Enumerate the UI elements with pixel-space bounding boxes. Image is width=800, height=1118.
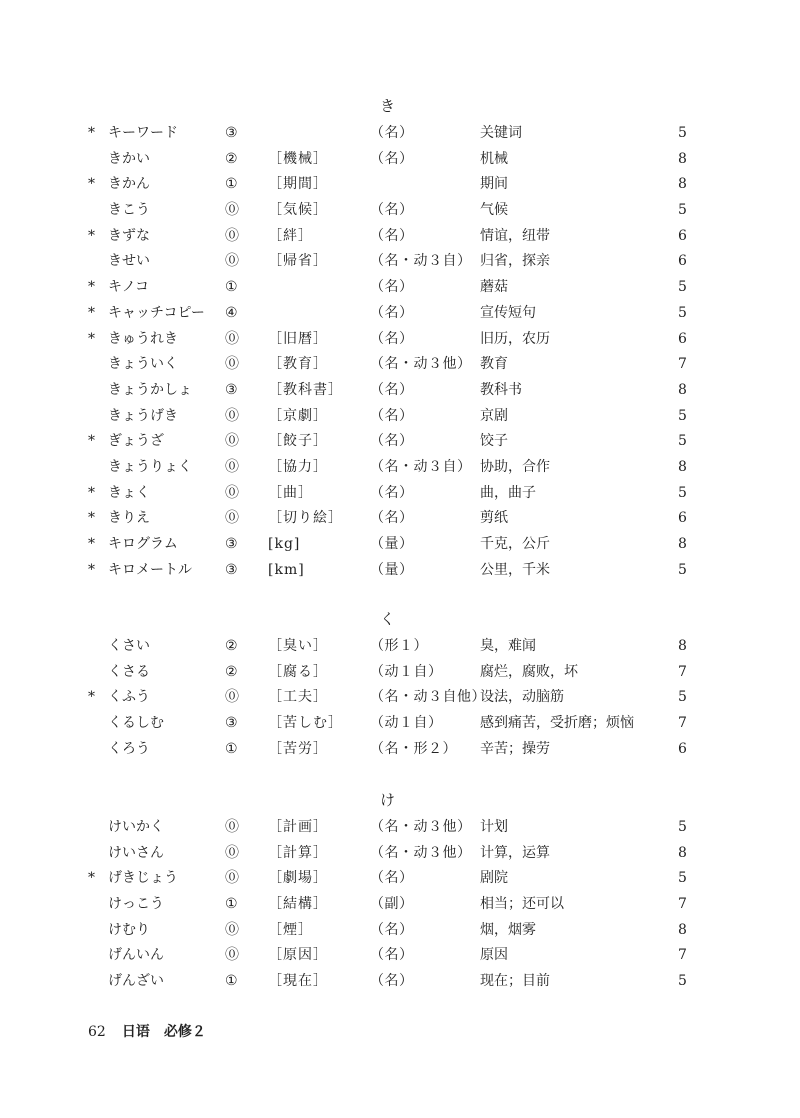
meaning: 相当；还可以 bbox=[480, 896, 564, 913]
reading: キログラム bbox=[108, 536, 178, 552]
lesson-number: 7 bbox=[678, 715, 687, 732]
accent-mark: ⓪ bbox=[225, 870, 239, 887]
vocab-list bbox=[0, 815, 800, 995]
lesson-number: 5 bbox=[678, 689, 687, 706]
part-of-speech: （形１） bbox=[370, 638, 428, 654]
kanji-form: ［煙］ bbox=[268, 921, 313, 938]
part-of-speech: （名・动３自他） bbox=[370, 689, 486, 706]
reading: けいさん bbox=[108, 844, 164, 861]
accent-mark: ① bbox=[225, 176, 238, 193]
reading: けむり bbox=[108, 921, 150, 938]
accent-mark: ⓪ bbox=[225, 253, 239, 270]
part-of-speech: （名・动３他） bbox=[370, 844, 472, 861]
accent-mark: ⓪ bbox=[225, 330, 239, 347]
meaning: 气候 bbox=[480, 202, 508, 219]
vocab-entry bbox=[0, 969, 800, 995]
vocab-entry bbox=[0, 455, 800, 481]
lesson-number: 6 bbox=[678, 330, 687, 347]
meaning: 情谊，纽带 bbox=[480, 227, 550, 244]
vocab-entry bbox=[0, 634, 800, 660]
accent-mark: ⓪ bbox=[225, 844, 239, 861]
kanji-form: ［機械］ bbox=[268, 150, 328, 167]
accent-mark: ⓪ bbox=[225, 947, 239, 964]
accent-mark: ⓪ bbox=[225, 484, 239, 501]
meaning: 计算，运算 bbox=[480, 844, 550, 861]
accent-mark: ③ bbox=[225, 125, 238, 141]
part-of-speech: （名） bbox=[370, 125, 414, 141]
reading: きかん bbox=[108, 176, 150, 193]
part-of-speech: （名） bbox=[370, 407, 414, 424]
part-of-speech: （名・动３他） bbox=[370, 819, 472, 835]
meaning: 现在；目前 bbox=[480, 973, 550, 990]
reading: くさる bbox=[108, 663, 150, 680]
vocab-entry bbox=[0, 506, 800, 532]
accent-mark: ⓪ bbox=[225, 407, 239, 424]
new-word-marker: * bbox=[88, 176, 95, 193]
kanji-form: ［帰省］ bbox=[268, 253, 328, 270]
part-of-speech: （名） bbox=[370, 433, 414, 450]
part-of-speech: （动１自） bbox=[370, 715, 443, 732]
reading: きょうかしょ bbox=[108, 381, 192, 398]
lesson-number: 5 bbox=[678, 484, 687, 501]
accent-mark: ⓪ bbox=[225, 202, 239, 219]
accent-mark: ② bbox=[225, 150, 238, 167]
reading: きゅうれき bbox=[108, 330, 178, 347]
meaning: 教科书 bbox=[480, 381, 522, 398]
kanji-form: ［京劇］ bbox=[268, 407, 328, 424]
reading: くさい bbox=[108, 638, 150, 654]
reading: キノコ bbox=[108, 279, 150, 296]
vocab-entry bbox=[0, 249, 800, 275]
vocab-entry bbox=[0, 943, 800, 969]
meaning: 关键词 bbox=[480, 125, 522, 141]
vocab-entry bbox=[0, 532, 800, 558]
lesson-number: 8 bbox=[678, 150, 687, 167]
reading: きこう bbox=[108, 202, 150, 219]
part-of-speech: （名） bbox=[370, 870, 414, 887]
reading: きょうりょく bbox=[108, 458, 192, 475]
new-word-marker: * bbox=[88, 689, 95, 706]
accent-mark: ④ bbox=[225, 304, 238, 321]
part-of-speech: （名） bbox=[370, 227, 414, 244]
meaning: 教育 bbox=[480, 356, 508, 373]
reading: キャッチコピー bbox=[108, 304, 205, 321]
vocab-entry bbox=[0, 918, 800, 944]
meaning: 剪纸 bbox=[480, 510, 508, 527]
new-word-marker: * bbox=[88, 510, 95, 527]
reading: げんいん bbox=[108, 947, 164, 964]
lesson-number: 8 bbox=[678, 638, 687, 654]
lesson-number: 7 bbox=[678, 663, 687, 680]
reading: キロメートル bbox=[108, 561, 192, 578]
meaning: 曲，曲子 bbox=[480, 484, 536, 501]
lesson-number: 5 bbox=[678, 202, 687, 219]
reading: ぎょうざ bbox=[108, 433, 164, 450]
meaning: 京剧 bbox=[480, 407, 508, 424]
meaning: 饺子 bbox=[480, 433, 508, 450]
vocab-entry bbox=[0, 301, 800, 327]
vocab-entry bbox=[0, 172, 800, 198]
accent-mark: ⓪ bbox=[225, 458, 239, 475]
kanji-form: ［工夫］ bbox=[268, 689, 328, 706]
new-word-marker: * bbox=[88, 279, 95, 296]
reading: げきじょう bbox=[108, 870, 178, 887]
reading: くふう bbox=[108, 689, 150, 706]
accent-mark: ① bbox=[225, 896, 238, 913]
kanji-form: ［臭い］ bbox=[268, 638, 328, 654]
vocab-entry bbox=[0, 711, 800, 737]
part-of-speech: （名・动３自） bbox=[370, 253, 472, 270]
meaning: 蘑菇 bbox=[480, 279, 508, 296]
part-of-speech: （名） bbox=[370, 973, 414, 990]
kanji-form: ［苦しむ］ bbox=[268, 715, 343, 732]
kanji-form: [km] bbox=[268, 561, 305, 578]
lesson-number: 6 bbox=[678, 227, 687, 244]
accent-mark: ② bbox=[225, 638, 238, 654]
reading: きょく bbox=[108, 484, 150, 501]
meaning: 原因 bbox=[480, 947, 508, 964]
kanji-form: ［期間］ bbox=[268, 176, 328, 193]
part-of-speech: （名） bbox=[370, 150, 414, 167]
vocab-entry bbox=[0, 327, 800, 353]
kanji-form: ［旧暦］ bbox=[268, 330, 328, 347]
meaning: 协助，合作 bbox=[480, 458, 550, 475]
page-footer bbox=[88, 1022, 206, 1042]
part-of-speech: （名） bbox=[370, 330, 414, 347]
lesson-number: 8 bbox=[678, 921, 687, 938]
section-heading: け bbox=[380, 791, 396, 809]
page-number: 62 bbox=[88, 1024, 106, 1040]
accent-mark: ⓪ bbox=[225, 510, 239, 527]
vocab-entry bbox=[0, 198, 800, 224]
meaning: 感到痛苦，受折磨；烦恼 bbox=[480, 715, 634, 732]
vocab-entry bbox=[0, 660, 800, 686]
new-word-marker: * bbox=[88, 561, 95, 578]
new-word-marker: * bbox=[88, 125, 95, 141]
reading: くろう bbox=[108, 740, 150, 757]
accent-mark: ① bbox=[225, 279, 238, 296]
reading: きずな bbox=[108, 227, 150, 244]
accent-mark: ⓪ bbox=[225, 356, 239, 373]
kanji-form: ［曲］ bbox=[268, 484, 313, 501]
meaning: 计划 bbox=[480, 819, 508, 835]
reading: げんざい bbox=[108, 973, 164, 990]
lesson-number: 8 bbox=[678, 844, 687, 861]
vocab-entry bbox=[0, 429, 800, 455]
lesson-number: 5 bbox=[678, 819, 687, 835]
section-heading: き bbox=[380, 97, 396, 115]
accent-mark: ① bbox=[225, 973, 238, 990]
kanji-form: ［現在］ bbox=[268, 973, 328, 990]
kanji-form: ［苦労］ bbox=[268, 740, 328, 757]
kanji-form: ［結構］ bbox=[268, 896, 328, 913]
vocab-entry bbox=[0, 404, 800, 430]
lesson-number: 6 bbox=[678, 740, 687, 757]
kanji-form: ［協力］ bbox=[268, 458, 328, 475]
vocab-entry bbox=[0, 892, 800, 918]
reading: きせい bbox=[108, 253, 150, 270]
vocab-entry bbox=[0, 275, 800, 301]
vocab-entry bbox=[0, 224, 800, 250]
reading: くるしむ bbox=[108, 715, 164, 732]
new-word-marker: * bbox=[88, 433, 95, 450]
vocab-entry bbox=[0, 737, 800, 763]
vocab-entry bbox=[0, 558, 800, 584]
accent-mark: ③ bbox=[225, 715, 238, 732]
kanji-form: ［教科書］ bbox=[268, 381, 343, 398]
vocab-entry bbox=[0, 841, 800, 867]
meaning: 机械 bbox=[480, 150, 508, 167]
part-of-speech: （量） bbox=[370, 536, 414, 552]
meaning: 千克，公斤 bbox=[480, 536, 550, 552]
lesson-number: 5 bbox=[678, 870, 687, 887]
kanji-form: ［餃子］ bbox=[268, 433, 328, 450]
meaning: 腐烂，腐败，坏 bbox=[480, 663, 578, 680]
accent-mark: ② bbox=[225, 663, 238, 680]
kanji-form: ［計画］ bbox=[268, 819, 328, 835]
kanji-form: ［気候］ bbox=[268, 202, 328, 219]
accent-mark: ⓪ bbox=[225, 921, 239, 938]
lesson-number: 5 bbox=[678, 407, 687, 424]
part-of-speech: （名） bbox=[370, 381, 414, 398]
new-word-marker: * bbox=[88, 484, 95, 501]
new-word-marker: * bbox=[88, 870, 95, 887]
part-of-speech: （名） bbox=[370, 510, 414, 527]
part-of-speech: （名・形２） bbox=[370, 740, 457, 757]
reading: きょうげき bbox=[108, 407, 178, 424]
part-of-speech: （名・动３自） bbox=[370, 458, 472, 475]
meaning: 归省，探亲 bbox=[480, 253, 550, 270]
part-of-speech: （动１自） bbox=[370, 663, 443, 680]
lesson-number: 6 bbox=[678, 253, 687, 270]
reading: きょういく bbox=[108, 356, 178, 373]
accent-mark: ⓪ bbox=[225, 819, 239, 835]
reading: けいかく bbox=[108, 819, 164, 835]
part-of-speech: （名） bbox=[370, 921, 414, 938]
vocab-entry bbox=[0, 378, 800, 404]
meaning: 公里，千米 bbox=[480, 561, 550, 578]
meaning: 辛苦；操劳 bbox=[480, 740, 550, 757]
accent-mark: ⓪ bbox=[225, 689, 239, 706]
part-of-speech: （名） bbox=[370, 484, 414, 501]
accent-mark: ③ bbox=[225, 561, 238, 578]
meaning: 期间 bbox=[480, 176, 508, 193]
kanji-form: ［計算］ bbox=[268, 844, 328, 861]
lesson-number: 8 bbox=[678, 536, 687, 552]
vocab-entry bbox=[0, 815, 800, 841]
vocab-entry bbox=[0, 685, 800, 711]
lesson-number: 5 bbox=[678, 279, 687, 296]
lesson-number: 5 bbox=[678, 125, 687, 141]
meaning: 宣传短句 bbox=[480, 304, 536, 321]
kanji-form: ［絆］ bbox=[268, 227, 313, 244]
meaning: 臭，难闻 bbox=[480, 638, 536, 654]
part-of-speech: （名） bbox=[370, 202, 414, 219]
vocab-list bbox=[0, 634, 800, 762]
vocab-entry bbox=[0, 481, 800, 507]
meaning: 设法，动脑筋 bbox=[480, 689, 564, 706]
meaning: 旧历，农历 bbox=[480, 330, 550, 347]
vocab-list bbox=[0, 121, 800, 583]
vocab-entry bbox=[0, 121, 800, 147]
part-of-speech: （名） bbox=[370, 947, 414, 964]
new-word-marker: * bbox=[88, 227, 95, 244]
accent-mark: ① bbox=[225, 740, 238, 757]
lesson-number: 5 bbox=[678, 561, 687, 578]
lesson-number: 7 bbox=[678, 356, 687, 373]
reading: けっこう bbox=[108, 896, 164, 913]
lesson-number: 7 bbox=[678, 896, 687, 913]
kanji-form: ［教育］ bbox=[268, 356, 328, 373]
part-of-speech: （名） bbox=[370, 304, 414, 321]
reading: きかい bbox=[108, 150, 150, 167]
lesson-number: 5 bbox=[678, 304, 687, 321]
part-of-speech: （名） bbox=[370, 279, 414, 296]
kanji-form: ［原因］ bbox=[268, 947, 328, 964]
lesson-number: 5 bbox=[678, 973, 687, 990]
vocab-entry bbox=[0, 147, 800, 173]
new-word-marker: * bbox=[88, 304, 95, 321]
book-title: 日语 必修２ bbox=[121, 1024, 206, 1040]
kanji-form: ［切り絵］ bbox=[268, 510, 343, 527]
kanji-form: ［腐る］ bbox=[268, 663, 328, 680]
accent-mark: ③ bbox=[225, 536, 238, 552]
accent-mark: ⓪ bbox=[225, 433, 239, 450]
meaning: 剧院 bbox=[480, 870, 508, 887]
kanji-form: [kg] bbox=[268, 536, 301, 552]
accent-mark: ③ bbox=[225, 381, 238, 398]
meaning: 烟，烟雾 bbox=[480, 921, 536, 938]
lesson-number: 8 bbox=[678, 458, 687, 475]
vocab-entry bbox=[0, 352, 800, 378]
vocab-entry bbox=[0, 866, 800, 892]
reading: キーワード bbox=[108, 125, 178, 141]
new-word-marker: * bbox=[88, 536, 95, 552]
lesson-number: 8 bbox=[678, 381, 687, 398]
part-of-speech: （副） bbox=[370, 896, 414, 913]
part-of-speech: （名・动３他） bbox=[370, 356, 472, 373]
part-of-speech: （量） bbox=[370, 561, 414, 578]
lesson-number: 7 bbox=[678, 947, 687, 964]
lesson-number: 5 bbox=[678, 433, 687, 450]
lesson-number: 8 bbox=[678, 176, 687, 193]
reading: きりえ bbox=[108, 510, 150, 527]
accent-mark: ⓪ bbox=[225, 227, 239, 244]
section-heading: く bbox=[380, 610, 396, 628]
new-word-marker: * bbox=[88, 330, 95, 347]
lesson-number: 6 bbox=[678, 510, 687, 527]
kanji-form: ［劇場］ bbox=[268, 870, 328, 887]
